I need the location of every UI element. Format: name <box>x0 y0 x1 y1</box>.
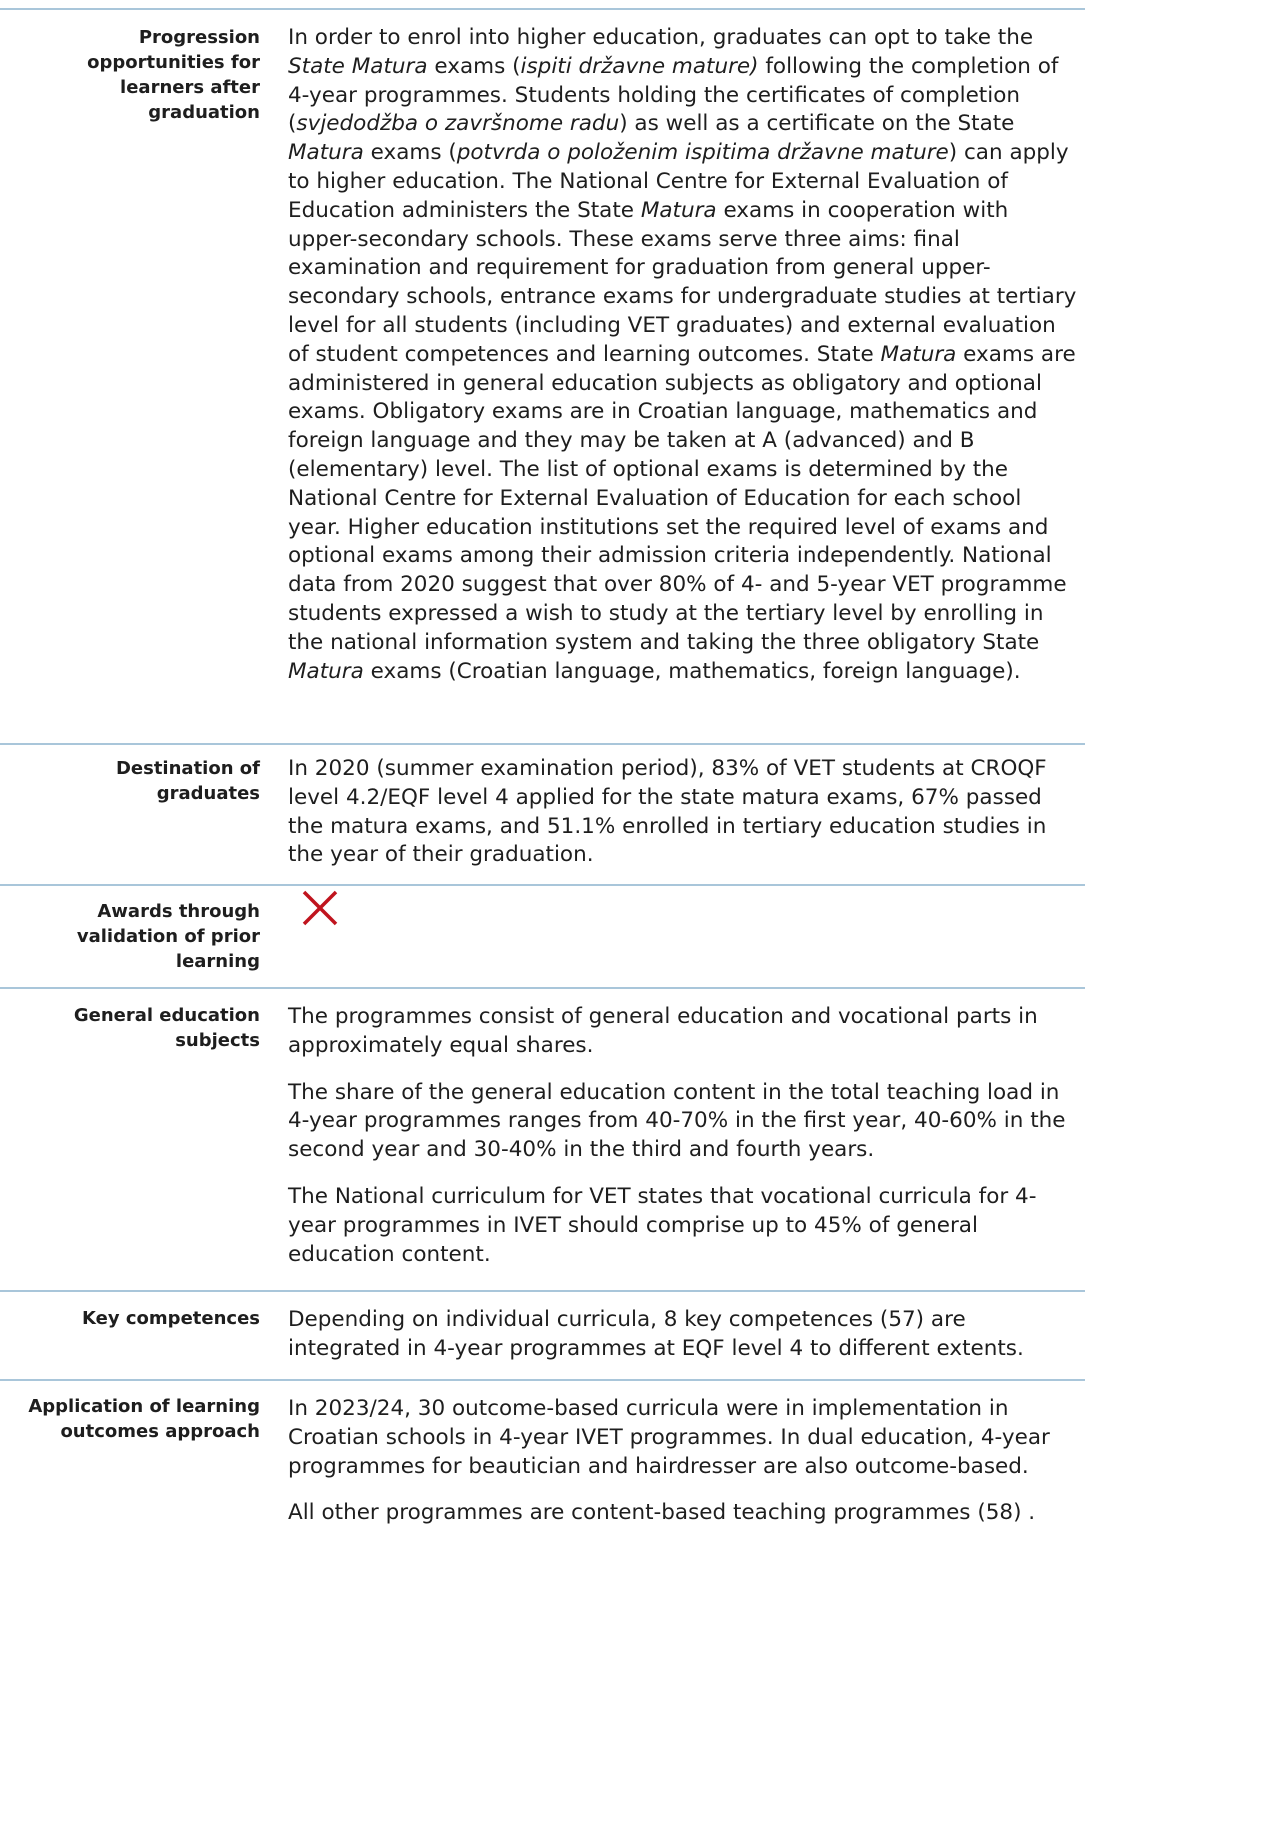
row-label: Key competences <box>82 1308 260 1329</box>
general-education-paragraph: The programmes consist of general education and vocational parts in approximately equal shares. <box>288 1004 1038 1058</box>
italic-term: potvrda o položenim ispitima državne mature <box>456 140 949 166</box>
italic-term: Matura <box>640 197 717 223</box>
italic-term: svjedodžba o završnome radu <box>296 111 620 137</box>
row-key-competences <box>0 1292 1085 1381</box>
text-run: ) can apply to higher education. The National Centre for External Evaluation of Education administers the State <box>288 140 1069 223</box>
italic-term: Matura <box>288 658 364 684</box>
italic-term: Matura <box>288 140 364 166</box>
destination-paragraph: In 2020 (summer examination period), 83% of VET students at CROQF level 4.2/EQF level 4 applied for the state matura exams, 67% passed the matura exams, and 51.1% enrolled in tertiary education studies in the year of their graduation. <box>288 756 1047 868</box>
cross-icon <box>300 888 340 928</box>
progression-text <box>288 24 1080 686</box>
text-run: In order to enrol into higher education, graduates can opt to take the <box>288 25 1034 50</box>
row-label: Application of learning outcomes approach <box>28 1396 260 1442</box>
key-competences-paragraph: Depending on individual curricula, 8 key competences (57) are integrated in 4-year programmes at EQF level 4 to different extents. <box>288 1307 1024 1361</box>
text-run: exams ( <box>363 140 457 166</box>
row-general-education <box>0 989 1085 1292</box>
text-run: following the completion of 4-year programmes. Students holding the certificates of completion ( <box>288 53 1059 137</box>
destination-text <box>288 755 1080 870</box>
row-progression <box>0 8 1085 745</box>
general-education-text <box>288 1003 1080 1269</box>
row-label: General education subjects <box>73 1005 260 1051</box>
learning-outcomes-paragraph: In 2023/24, 30 outcome-based curricula were in implementation in Croatian schools in 4-year IVET programmes. In dual education, 4-year programmes for beautician and hairdresser are also outcome-based. <box>288 1396 1050 1479</box>
row-label: Awards through validation of prior learning <box>76 901 260 972</box>
row-destination <box>0 743 1085 886</box>
progression-paragraph <box>288 24 1080 686</box>
key-competences-text <box>288 1306 1080 1364</box>
row-label: Progression opportunities for learners after graduation <box>87 27 260 123</box>
text-run: exams ( <box>427 53 521 79</box>
text-run: exams in cooperation with upper-secondary schools. These exams serve three aims: final examination and requirement for graduation from general upper-secondary schools, entrance exams for undergraduate studies at tertiary level for all students (including VET graduates) and external evaluation of student competences and learning outcomes. State <box>288 197 1077 367</box>
general-education-paragraph: The share of the general education content in the total teaching load in 4-year programmes ranges from 40-70% in the first year, 40-60% in the second year and 30-40% in the third and fourth years. <box>288 1079 1066 1163</box>
text-run: exams (Croatian language, mathematics, foreign language). <box>363 658 1021 684</box>
row-learning-outcomes <box>0 1381 1085 1827</box>
italic-term: State Matura <box>288 53 428 79</box>
italic-term: Matura <box>880 341 957 367</box>
row-awards <box>0 886 1085 989</box>
text-run: ) as well as a certificate on the State <box>619 111 1015 137</box>
row-label: Destination of graduates <box>115 758 260 804</box>
learning-outcomes-paragraph: All other programmes are content-based teaching programmes (58) . <box>288 1500 1036 1526</box>
italic-term: ispiti državne mature) <box>520 53 759 79</box>
text-run: exams are administered in general education subjects as obligatory and optional exams. Obligatory exams are in Croatian language, mathematics and foreign language and they may be taken at A (advanced) and B (elementary) level. The list of optional exams is determined by the National Centre for External Evaluation of Education for each school year. Higher education institutions set the required level of exams and optional exams among their admission criteria independently. National data from 2020 suggest that over 80% of 4- and 5-year VET programme students expressed a wish to study at the tertiary level by enrolling in the national information system and taking the three obligatory State <box>288 341 1076 655</box>
general-education-paragraph: The National curriculum for VET states that vocational curricula for 4-year programmes in IVET should comprise up to 45% of general education content. <box>288 1183 1037 1267</box>
learning-outcomes-text <box>288 1395 1080 1528</box>
